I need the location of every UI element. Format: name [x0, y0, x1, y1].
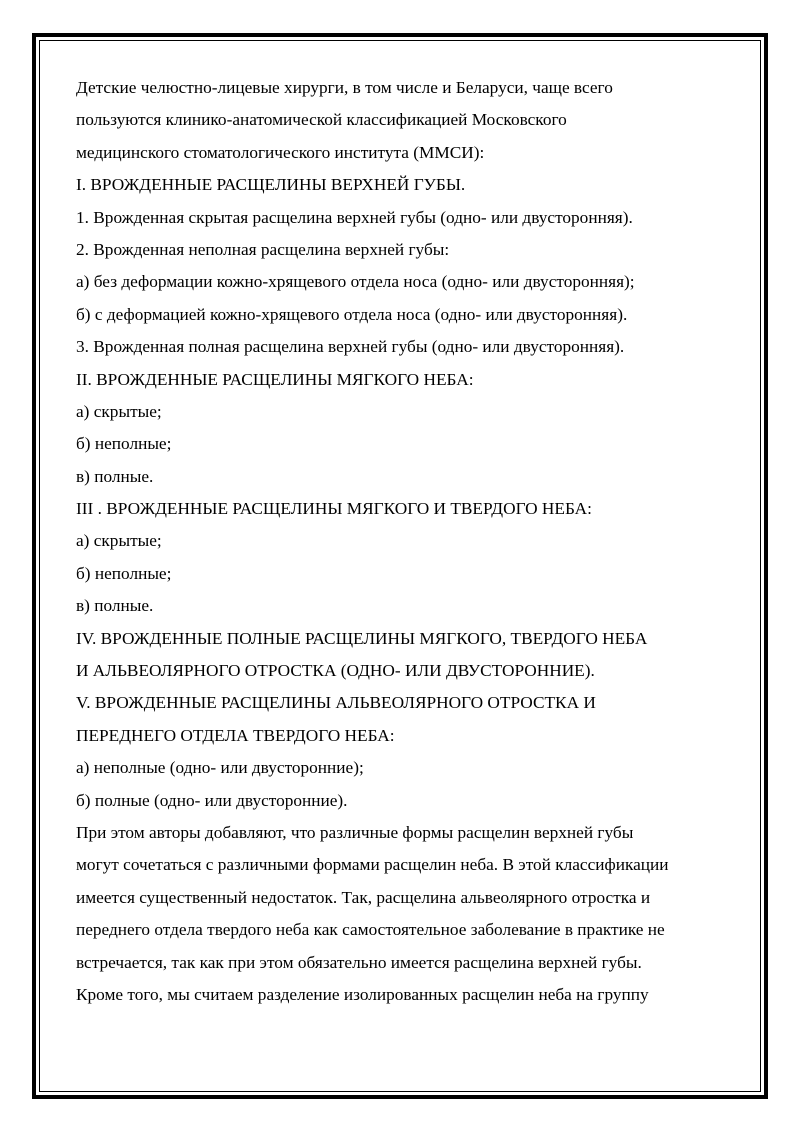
section-heading: ПЕРЕДНЕГО ОТДЕЛА ТВЕРДОГО НЕБА: [76, 725, 395, 745]
sub-list-item: в) полные. [76, 596, 154, 616]
sub-list-item: б) полные (одно- или двусторонние). [76, 790, 348, 810]
sub-list-item: а) скрытые; [76, 531, 162, 551]
text-line: встречается, так как при этом обязательно имеется расщелина верхней губы. [76, 952, 642, 972]
sub-list-item: в) полные. [76, 466, 154, 486]
sub-list-item: б) неполные; [76, 434, 172, 454]
text-line: медицинского стоматологического института (ММСИ): [76, 142, 485, 162]
text-line: переднего отдела твердого неба как самостоятельное заболевание в практике не [76, 920, 665, 940]
list-item: 2. Врожденная неполная расщелина верхней губы: [76, 239, 450, 259]
text-line: могут сочетаться с различными формами расщелин неба. В этой классификации [76, 855, 669, 875]
text-line: При этом авторы добавляют, что различные формы расщелин верхней губы [76, 822, 634, 842]
sub-list-item: а) неполные (одно- или двусторонние); [76, 758, 364, 778]
list-item: 1. Врожденная скрытая расщелина верхней губы (одно- или двусторонняя). [76, 207, 633, 227]
list-item: 3. Врожденная полная расщелина верхней губы (одно- или двусторонняя). [76, 337, 625, 357]
document-body [76, 72, 736, 1011]
section-heading: IV. ВРОЖДЕННЫЕ ПОЛНЫЕ РАСЩЕЛИНЫ МЯГКОГО, ТВЕРДОГО НЕБА [76, 628, 648, 648]
section-heading: III . ВРОЖДЕННЫЕ РАСЩЕЛИНЫ МЯГКОГО И ТВЕРДОГО НЕБА: [76, 499, 592, 519]
sub-list-item: а) скрытые; [76, 401, 162, 421]
section-heading: I. ВРОЖДЕННЫЕ РАСЩЕЛИНЫ ВЕРХНЕЙ ГУБЫ. [76, 175, 466, 195]
section-heading: II. ВРОЖДЕННЫЕ РАСЩЕЛИНЫ МЯГКОГО НЕБА: [76, 369, 474, 389]
sub-list-item: б) неполные; [76, 563, 172, 583]
sub-list-item: б) с деформацией кожно-хрящевого отдела носа (одно- или двусторонняя). [76, 304, 628, 324]
text-line: Детские челюстно-лицевые хирурги, в том числе и Беларуси, чаще всего [76, 78, 613, 97]
text-line: имеется существенный недостаток. Так, расщелина альвеолярного отростка и [76, 887, 651, 907]
text-line: пользуются клинико-анатомической классификацией Московского [76, 110, 567, 130]
section-heading: V. ВРОЖДЕННЫЕ РАСЩЕЛИНЫ АЛЬВЕОЛЯРНОГО ОТРОСТКА И [76, 693, 596, 713]
text-line: Кроме того, мы считаем разделение изолированных расщелин неба на группу [76, 984, 649, 1004]
sub-list-item: а) без деформации кожно-хрящевого отдела носа (одно- или двусторонняя); [76, 272, 635, 292]
section-heading: И АЛЬВЕОЛЯРНОГО ОТРОСТКА (ОДНО- ИЛИ ДВУСТОРОННИЕ). [76, 661, 595, 681]
